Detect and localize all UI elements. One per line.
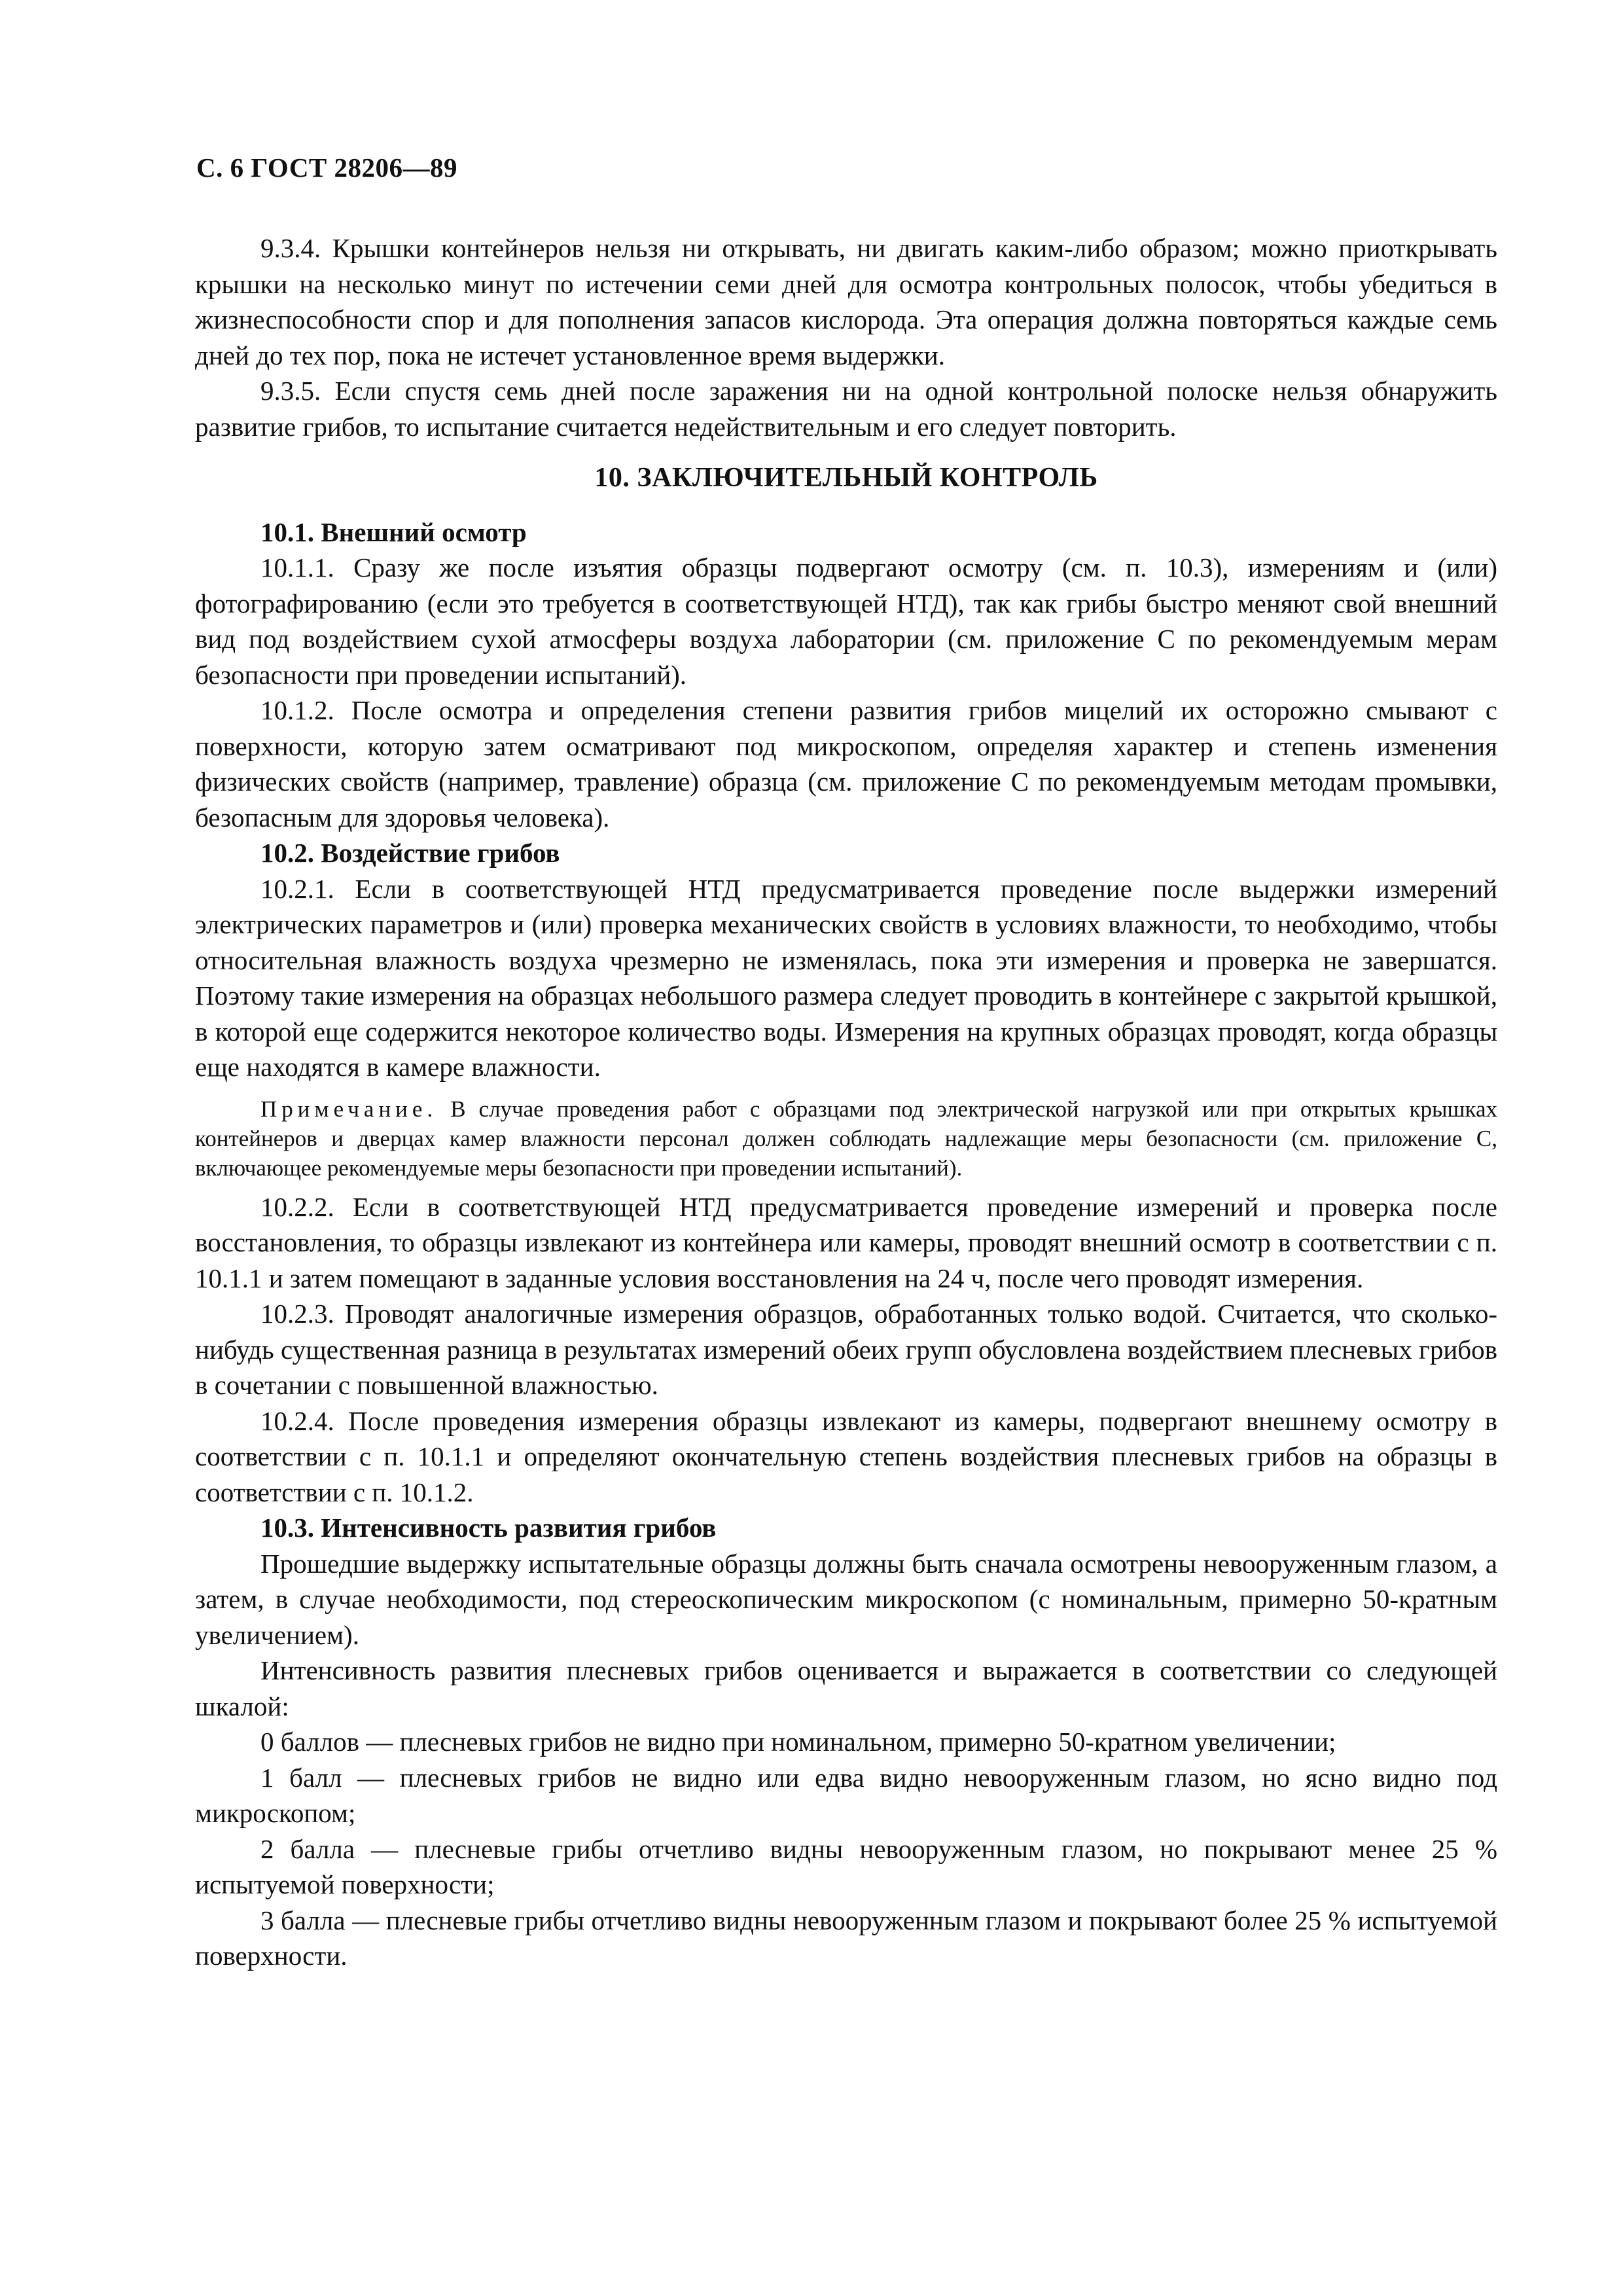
paragraph-10-2-1: 10.2.1. Если в соответствующей НТД предусматривается проведение после выдержки измерений электрических параметров и (или) проверка механических свойств в условиях влажности, то необходимо, чтобы относительная влажность воздуха чрезмерно не изменялась, пока эти измерения и проверка не завершатся. Поэтому такие измерения на образцах небольшого размера следует проводить в контейнере с закрытой крышкой, в которой еще содержится некоторое количество воды. Измерения на крупных образцах проводят, когда образцы еще находятся в камере влажности.: [195, 873, 1497, 1082]
subsection-heading-10-1: 10.1. Внешний осмотр: [260, 516, 527, 547]
scale-item-3: 3 балла — плесневые грибы отчетливо видны невооруженным глазом и покрывают более 25 % испытуемой поверхности.: [195, 1905, 1497, 1971]
paragraph-10-1-2: 10.1.2. После осмотра и определения степени развития грибов мицелий их осторожно смывают с поверхности, которую затем осматривают под микроскопом, определяя характер и степень изменения физических свойств (например, травление) образца (см. приложение С по рекомендуемым методам промывки, безопасным для здоровья человека).: [195, 695, 1497, 833]
scale-item-0: 0 баллов — плесневых грибов не видно при номинальном, примерно 50-кратном увеличении;: [260, 1727, 1336, 1757]
paragraph-10-3-2: Интенсивность развития плесневых грибов оценивается и выражается в соответствии со следующей шкалой:: [195, 1655, 1497, 1721]
paragraph-9-3-5: 9.3.5. Если спустя семь дней после заражения ни на одной контрольной полоске нельзя обнаружить развитие грибов, то испытание считается недействительным и его следует повторить.: [195, 376, 1497, 442]
subsection-heading-10-2: 10.2. Воздействие грибов: [260, 838, 560, 868]
note-label: Примечание.: [260, 1096, 438, 1122]
note-text: В случае проведения работ с образцами под электрической нагрузкой или при открытых крышках контейнеров и дверцах камер влажности персонал должен соблюдать надлежащие меры безопасности (см. приложение С, включающее рекомендуемые меры безопасности при проведении испытаний).: [195, 1096, 1498, 1181]
scale-item-2: 2 балла — плесневые грибы отчетливо видны невооруженным глазом, но покрывают менее 25 % испытуемой поверхности;: [195, 1833, 1497, 1899]
paragraph-10-2-3: 10.2.3. Проводят аналогичные измерения образцов, обработанных только водой. Считается, что сколько-нибудь существенная разница в результатах измерений обеих групп обусловлена воздействием плесневых грибов в сочетании с повышенной влажностью.: [195, 1299, 1497, 1400]
document-body: [195, 230, 1497, 1974]
paragraph-10-2-2: 10.2.2. Если в соответствующей НТД предусматривается проведение измерений и проверка после восстановления, то образцы извлекают из контейнера или камеры, проводят внешний осмотр в соответствии с п. 10.1.1 и затем помещают в заданные условия восстановления на 24 ч, после чего проводят измерения.: [195, 1191, 1497, 1293]
paragraph-10-1-1: 10.1.1. Сразу же после изъятия образцы подвергают осмотру (см. п. 10.3), измерениям и (или) фотографированию (если это требуется в соответствующей НТД), так как грибы быстро меняют свой внешний вид под воздействием сухой атмосферы воздуха лаборатории (см. приложение С по рекомендуемым мерам безопасности при проведении испытаний).: [195, 552, 1497, 690]
subsection-heading-10-3: 10.3. Интенсивность развития грибов: [260, 1513, 717, 1543]
paragraph-10-2-4: 10.2.4. После проведения измерения образцы извлекают из камеры, подвергают внешнему осмотру в соответствии с п. 10.1.1 и определяют окончательную степень воздействия плесневых грибов на образцы в соответствии с п. 10.1.2.: [195, 1405, 1497, 1507]
section-title: 10. ЗАКЛЮЧИТЕЛЬНЫЙ КОНТРОЛЬ: [594, 463, 1098, 493]
scale-item-1: 1 балл — плесневых грибов не видно или едва видно невооруженным глазом, но ясно видно под микроскопом;: [195, 1762, 1497, 1828]
note: [195, 1094, 1497, 1183]
paragraph-10-3-1: Прошедшие выдержку испытательные образцы должны быть сначала осмотрены невооруженным глазом, а затем, в случае необходимости, под стереоскопическим микроскопом (с номинальным, примерно 50-кратным увеличением).: [195, 1548, 1497, 1650]
paragraph-9-3-4: 9.3.4. Крышки контейнеров нельзя ни открывать, ни двигать каким-либо образом; можно приоткрывать крышки на несколько минут по истечении семи дней для осмотра контрольных полосок, чтобы убедиться в жизнеспособности спор и для пополнения запасов кислорода. Эта операция должна повторяться каждые семь дней до тех пор, пока не истечет установленное время выдержки.: [195, 233, 1497, 370]
page-header: С. 6 ГОСТ 28206—89: [196, 152, 458, 183]
